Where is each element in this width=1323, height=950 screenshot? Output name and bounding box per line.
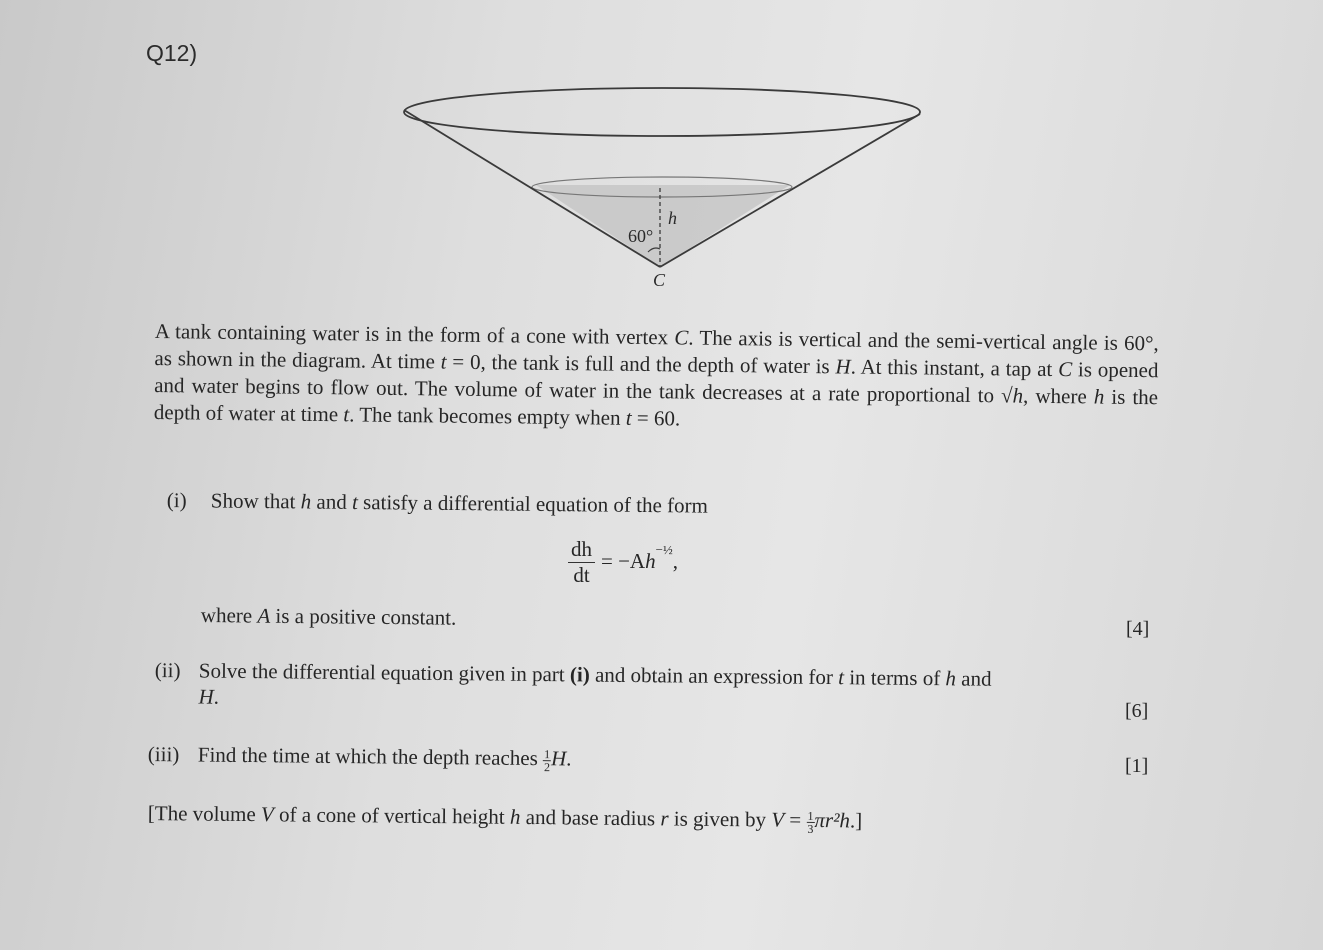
volume-formula-note: [The volume V of a cone of vertical height h and base radius r is given by V = $\frac{1}{3}$ πr²h.] (147, 800, 863, 836)
part-ii-label: (ii) (154, 657, 181, 683)
part-i-marks: [4] (1126, 618, 1150, 640)
part-ii-marks: [6] (1125, 700, 1149, 722)
part-i-question: (i) Show that h and t satisfy a differential equation of the form (166, 487, 709, 518)
part-i-label: (i) (166, 487, 187, 513)
vertex-label: C (653, 270, 666, 290)
part-ii-question: (ii) Solve the differential equation given in part (i) and obtain an expression for t in terms of h and H. (154, 657, 992, 709)
cone-rim (404, 88, 920, 136)
part-iii-label: (iii) (147, 741, 180, 767)
angle-label: 60° (628, 226, 654, 246)
differential-equation: $\frac{dh}{dt}$ = −A h −½ , (568, 536, 678, 587)
part-iii-marks: [1] (1125, 755, 1149, 777)
depth-label: h (668, 208, 677, 228)
question-number: Q12) (146, 40, 198, 66)
cone-diagram (396, 84, 936, 294)
part-iii-question: (iii) Find the time at which the depth reaches $\frac{1}{2}$ H. (147, 741, 572, 774)
problem-statement: A tank containing water is in the form of a cone with vertex C. The axis is vertical and the semi-vertical angle is 60°, as shown in the diagram. At time t = 0, the tank is full and the depth of water is H. At this instant, a tap at C is opened and water begins to flow out. The volume of water in the tank decreases at a rate proportional to √h, where h is the depth of water at time t. The tank becomes empty when t = 60. (153, 318, 1159, 431)
part-i-where: where A is a positive constant. (200, 602, 457, 630)
